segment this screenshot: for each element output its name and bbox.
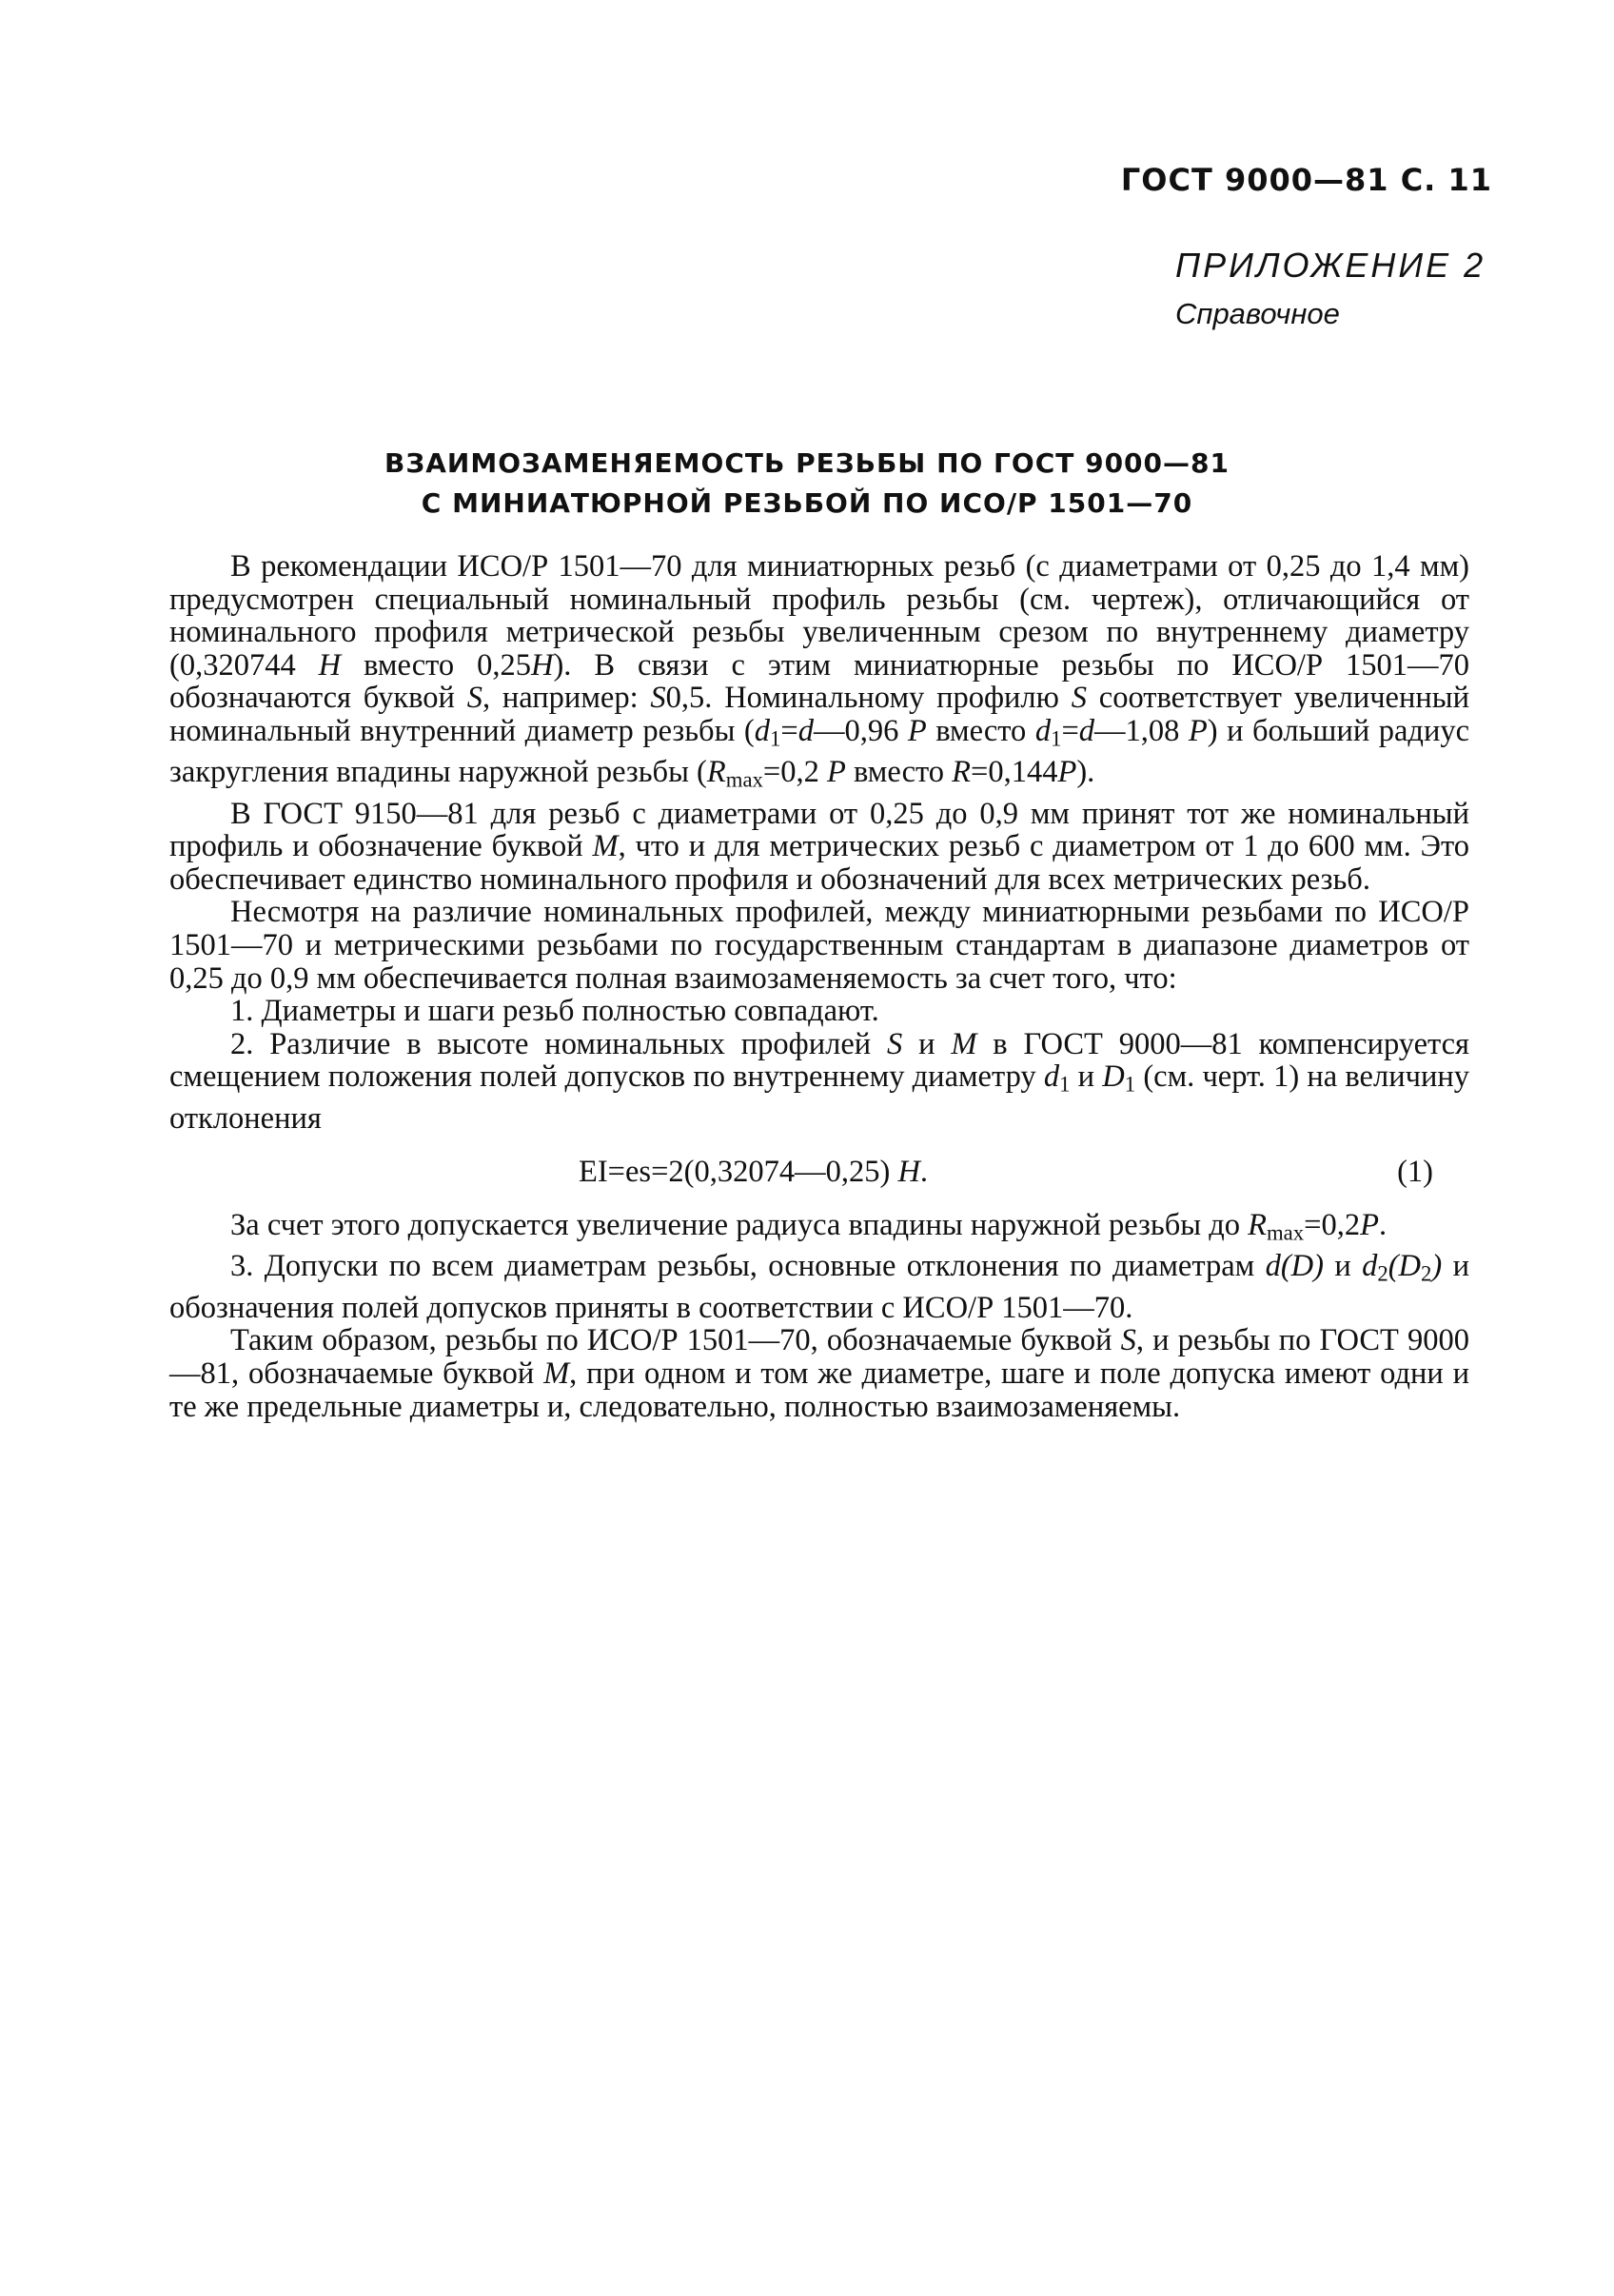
appendix-subtitle: Справочное — [1175, 297, 1340, 330]
section-heading-line-2: С МИНИАТЮРНОЙ РЕЗЬБОЙ ПО ИСО/Р 1501—70 — [421, 487, 1193, 519]
formula-1 — [169, 1142, 1469, 1209]
body-text — [169, 550, 1469, 1423]
running-head: ГОСТ 9000—81 С. 11 — [1120, 162, 1492, 198]
list-item-3: 3. Допуски по всем диаметрам резьбы, основные отклонения по диаметрам d(D) и $d_2(D_2)$ и обозначения полей допусков приняты в соответствии с ИСО/Р 1501—70. — [169, 1249, 1469, 1325]
section-heading-line-1: ВЗАИМОЗАМЕНЯЕМОСТЬ РЕЗЬБЫ ПО ГОСТ 9000—81 — [384, 447, 1230, 479]
paragraph-4: За счет этого допускается увеличение радиуса впадины наружной резьбы до $R_{max}=0,2P$. — [230, 1208, 1388, 1245]
paragraph-2: В ГОСТ 9150—81 для резьб с диаметрами от 0,25 до 0,9 мм принят тот же номинальный профиль и обозначение буквой M, что и для метрических резьб с диаметром от 1 до 600 мм. Это обеспечивает единство номинального профиля и обозначений для всех метрических резьб. — [169, 796, 1469, 897]
paragraph-5: Таким образом, резьбы по ИСО/Р 1501—70, обозначаемые буквой S, и резьбы по ГОСТ 9000—81, обозначаемые буквой M, при одном и том же диаметре, шаге и поле допуска имеют одни и те же предельные диаметры и, следовательно, полностью взаимозаменяемы. — [169, 1323, 1470, 1424]
list-item-2: 2. Различие в высоте номинальных профилей S и M в ГОСТ 9000—81 компенсируется смещением положения полей допусков по внутреннему диаметру $d_1$ и $D_1$ (см. черт. 1) на величину отклонения — [169, 1026, 1469, 1136]
formula-expression: EI=es=2(0,32074—0,25) H. — [579, 1155, 929, 1190]
appendix-title: ПРИЛОЖЕНИЕ 2 — [1175, 246, 1486, 285]
list-item-1: 1. Диаметры и шаги резьб полностью совпадают. — [230, 994, 879, 1029]
paragraph-1: В рекомендации ИСО/Р 1501—70 для миниатюрных резьб (с диаметрами от 0,25 до 1,4 мм) предусмотрен специальный номинальный профиль резьбы (см. чертеж), отличающийся от номинального профиля метрической резьбы увеличенным срезом по внутреннему диаметру (0,320744 H вместо 0,25H). В связи с этим миниатюрные резьбы по ИСО/Р 1501—70 обозначаются буквой S, например: S0,5. Номинальному профилю S соответствует увеличенный номинальный внутренний диаметр резьбы ($d_1=d—0,96$ P вместо $d_1=d—1,08$ P) и больший радиус закругления впадины наружной резьбы ($R_{max}=0,2$ P вместо R=0,144P). — [169, 549, 1470, 792]
formula-number: (1) — [1397, 1155, 1433, 1190]
paragraph-3: Несмотря на различие номинальных профилей, между миниатюрными резьбами по ИСО/Р 1501—70 и метрическими резьбами по государственным стандартам в диапазоне диаметров от 0,25 до 0,9 мм обеспечивается полная взаимозаменяемость за счет того, что: — [169, 895, 1469, 996]
